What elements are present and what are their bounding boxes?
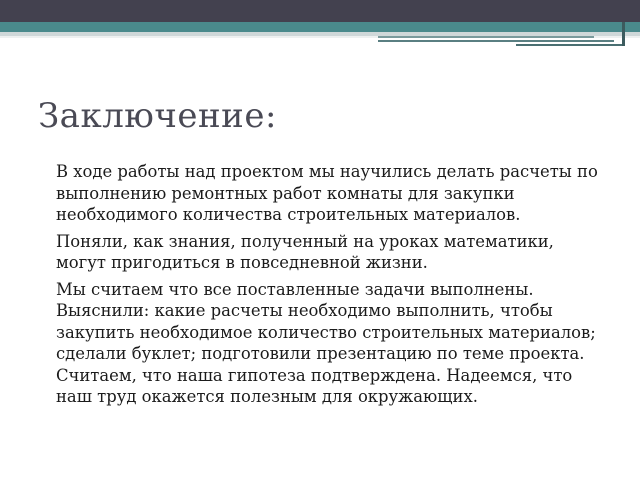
body-paragraph: Мы считаем что все поставленные задачи выполнены. Выяснили: какие расчеты необходимо выполнить, чтобы закупить необходимое количество строительных материалов; сделали буклет; подготовили презентацию по теме проекта. Считаем, что наша гипотеза подтверждена. Надеемся, что наш труд окажется полезным для окружающих.: [56, 279, 596, 406]
header-accent-line: [378, 40, 614, 42]
slide-title: Заключение:: [38, 96, 277, 136]
header-accent-line: [516, 44, 624, 46]
slide-body: [56, 161, 606, 413]
header-band-dark: [0, 0, 640, 22]
header-accent-vertical: [622, 22, 625, 46]
body-paragraph: Поняли, как знания, полученный на уроках математики, могут пригодиться в повседневной жизни.: [56, 231, 554, 272]
header-accent-line: [378, 36, 594, 38]
body-paragraph: В ходе работы над проектом мы научились делать расчеты по выполнению ремонтных работ комнаты для закупки необходимого количества строительных материалов.: [56, 162, 598, 224]
header-band-teal: [0, 22, 640, 32]
